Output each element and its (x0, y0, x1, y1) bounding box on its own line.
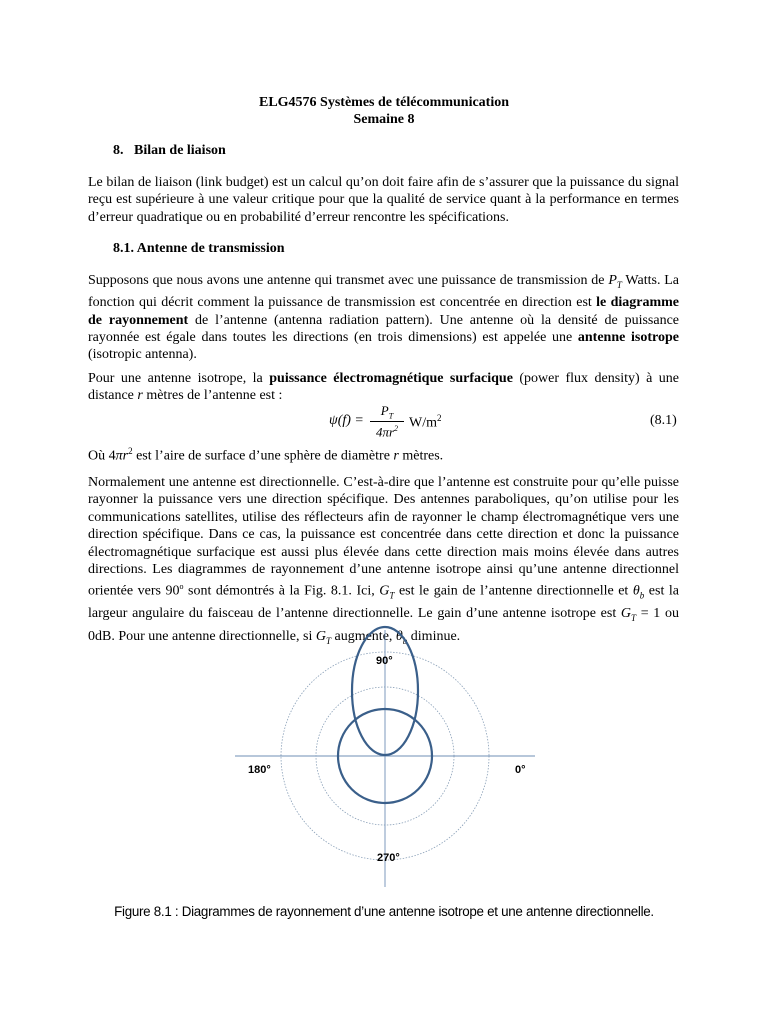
fraction-bar (370, 421, 404, 422)
course-title: ELG4576 Systèmes de télécommunication (258, 95, 510, 110)
equation-numerator: $P_T$ (380, 403, 394, 421)
equation-lhs: ψ(f) = (329, 413, 364, 428)
section-81-heading: 8.1. Antenne de transmission (113, 241, 285, 256)
section-number: 8. (113, 143, 124, 158)
equation-number: (8.1) (650, 413, 677, 428)
paragraph-sphere: Où $4\pi r^2$ est l’aire de surface d’une sphère de diamètre r mètres. (88, 446, 444, 464)
intro-paragraph: Le bilan de liaison (link budget) est un calcul qu’on doit faire afin de s’assurer que la puissance du signal reçu est supérieure à une valeur critique pour que la qualité de service quant à la performance en termes d’erreur quadratique ou en probabilité d’erreur rencontre les spécifications. (88, 175, 679, 225)
equation-unit: $W/m^2$ (409, 413, 442, 431)
paragraph-isotrope: Pour une antenne isotrope, la puissance électromagnétique surfacique (power flux density) à une distance r mètres de l’antenne est : (88, 371, 679, 404)
label-180: 180° (248, 764, 271, 776)
paragraph-transmission: Supposons que nous avons une antenne qui transmet avec une puissance de transmission de $P_T$ Watts. La fonction qui décrit comment la puissance de transmission est concentrée en direction est le diagramme de rayonnement de l’antenne (antenna radiation pattern). Une antenne où la densité de puissance rayonnée est égale dans toutes les directions (en trois dimensions) est appelée une antenne isotrope (isotropic antenna). (88, 273, 680, 363)
figure-caption: Figure 8.1 : Diagrammes de rayonnement d’une antenne isotrope et une antenne directionnelle. (114, 904, 654, 919)
section-8-heading (113, 143, 226, 159)
label-0: 0° (515, 764, 526, 776)
section-title: Bilan de liaison (134, 143, 226, 158)
week-title: Semaine 8 (353, 112, 415, 127)
paragraph-directional: Normalement une antenne est directionnelle. C’est-à-dire que l’antenne est construite pour qu’elle puisse rayonner la puissance vers une direction spécifique. Des antennes paraboliques, qu’on utilise pour les communications satellites, utilise des réflecteurs afin de rayonner le champ électromagnétique vers une direction spécifique. Dans ce cas, la puissance est concentrée dans cette direction et donc la puissance électromagnétique surfacique est aussi plus élevée dans cette direction mais moins élevée dans autres directions. Les diagrammes de rayonnement d’une antenne isotrope ainsi qu’une antenne directionnel orientée vers 90$^o$ sont démontrés à la Fig. 8.1. Ici, $G_T$ est le gain de l’antenne directionnelle et $\theta_b$ est la largeur angulaire du faisceau de l’antenne directionnelle. Le gain d’une antenne isotrope est $G_T = 1$ ou 0dB. Pour une antenne directionnelle, si $G_T$ augmente, $\theta_b$ diminue. (88, 475, 680, 646)
equation-denominator: $4\pi r^2$ (375, 424, 399, 440)
label-270: 270° (377, 852, 400, 864)
radiation-pattern-figure (230, 625, 540, 890)
label-90: 90° (376, 655, 393, 667)
